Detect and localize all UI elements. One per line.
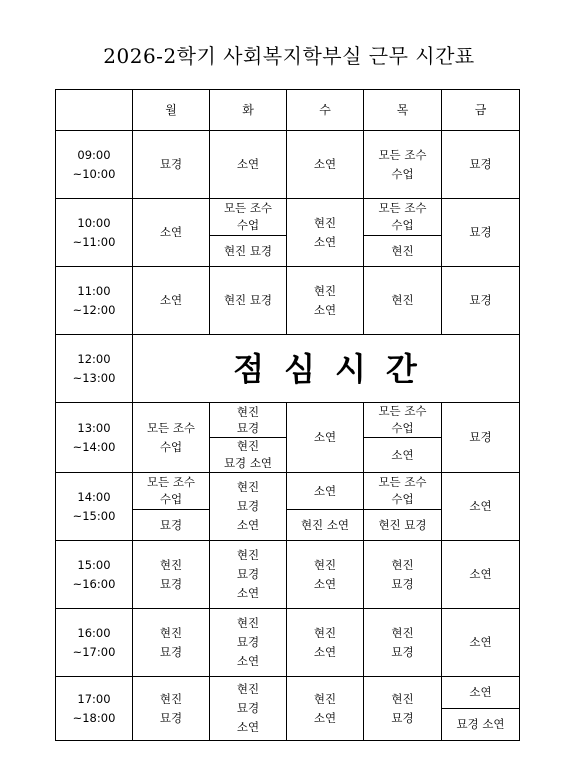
page-title: 2026-2학기 사회복지학부실 근무 시간표: [103, 44, 475, 68]
schedule-cell: 현진 묘경 소연: [210, 677, 287, 741]
schedule-cell: 소연: [287, 403, 364, 473]
schedule-cell: 모든 조수 수업: [133, 473, 210, 510]
schedule-cell: 현진 묘경: [364, 541, 442, 609]
schedule-cell: 소연: [287, 473, 364, 510]
day-header: 목: [364, 90, 442, 131]
schedule-cell: 소연: [442, 677, 520, 709]
time-cell: 17:00 ~18:00: [56, 677, 133, 741]
lunch-cell: [133, 335, 520, 403]
schedule-cell: 모든 조수 수업: [364, 131, 442, 199]
time-cell: 09:00 ~10:00: [56, 131, 133, 199]
schedule-cell: 소연: [442, 473, 520, 541]
schedule-cell: 묘경: [442, 267, 520, 335]
schedule-cell: 현진 묘경 소연: [210, 473, 287, 541]
time-row: [56, 131, 520, 199]
schedule-cell: 묘경: [442, 403, 520, 473]
schedule-cell: 현진: [364, 267, 442, 335]
schedule-cell: 현진 묘경: [210, 236, 287, 267]
schedule-cell: 현진 묘경: [364, 510, 442, 541]
schedule-cell: 현진 묘경: [133, 677, 210, 741]
schedule-cell: 현진 묘경: [364, 677, 442, 741]
time-row: [56, 199, 520, 236]
time-row: [56, 267, 520, 335]
schedule-table: [55, 89, 520, 741]
time-cell: 11:00 ~12:00: [56, 267, 133, 335]
schedule-cell: 현진 소연: [287, 199, 364, 267]
day-header: 수: [287, 90, 364, 131]
time-row: [56, 473, 520, 510]
schedule-cell: 소연: [133, 199, 210, 267]
schedule-cell: 모든 조수 수업: [364, 199, 442, 236]
schedule-cell: 모든 조수 수업: [364, 473, 442, 510]
lunch-row: [56, 335, 520, 403]
schedule-cell: 묘경 소연: [442, 709, 520, 741]
lunch-label: 점심시간: [233, 349, 437, 388]
schedule-cell: 소연: [287, 131, 364, 199]
schedule-cell: 현진 소연: [287, 541, 364, 609]
schedule-cell: 소연: [210, 131, 287, 199]
schedule-cell: 묘경: [133, 510, 210, 541]
time-row: [56, 677, 520, 709]
time-cell: 15:00 ~16:00: [56, 541, 133, 609]
day-header: 월: [133, 90, 210, 131]
schedule-cell: 소연: [442, 609, 520, 677]
schedule-cell: 소연: [364, 438, 442, 473]
schedule-cell: 현진 소연: [287, 609, 364, 677]
schedule-cell: 현진 묘경: [210, 267, 287, 335]
schedule-cell: 소연: [442, 541, 520, 609]
schedule-cell: 묘경: [442, 199, 520, 267]
time-row: [56, 541, 520, 609]
time-row: [56, 609, 520, 677]
schedule-cell: 현진 묘경: [133, 609, 210, 677]
schedule-cell: 소연: [133, 267, 210, 335]
schedule-cell: 현진 묘경 소연: [210, 541, 287, 609]
schedule-cell: 모든 조수 수업: [210, 199, 287, 236]
schedule-cell: 현진 묘경: [210, 403, 287, 438]
schedule-cell: 현진: [364, 236, 442, 267]
schedule-cell: 현진 소연: [287, 510, 364, 541]
schedule-cell: 모든 조수 수업: [364, 403, 442, 438]
schedule-cell: 모든 조수 수업: [133, 403, 210, 473]
time-cell: 10:00 ~11:00: [56, 199, 133, 267]
day-header: 금: [442, 90, 520, 131]
time-cell: 13:00 ~14:00: [56, 403, 133, 473]
schedule-cell: 현진 묘경 소연: [210, 609, 287, 677]
time-cell: 14:00 ~15:00: [56, 473, 133, 541]
schedule-cell: 묘경: [442, 131, 520, 199]
schedule-cell: 현진 묘경: [133, 541, 210, 609]
schedule-cell: 현진 소연: [287, 267, 364, 335]
time-cell: 12:00 ~13:00: [56, 335, 133, 403]
time-cell: 16:00 ~17:00: [56, 609, 133, 677]
corner-cell: [56, 90, 133, 131]
schedule-cell: 현진 소연: [287, 677, 364, 741]
time-row: [56, 403, 520, 438]
schedule-cell: 현진 묘경 소연: [210, 438, 287, 473]
day-header: 화: [210, 90, 287, 131]
schedule-cell: 현진 묘경: [364, 609, 442, 677]
header-row: [56, 90, 520, 131]
schedule-cell: 묘경: [133, 131, 210, 199]
